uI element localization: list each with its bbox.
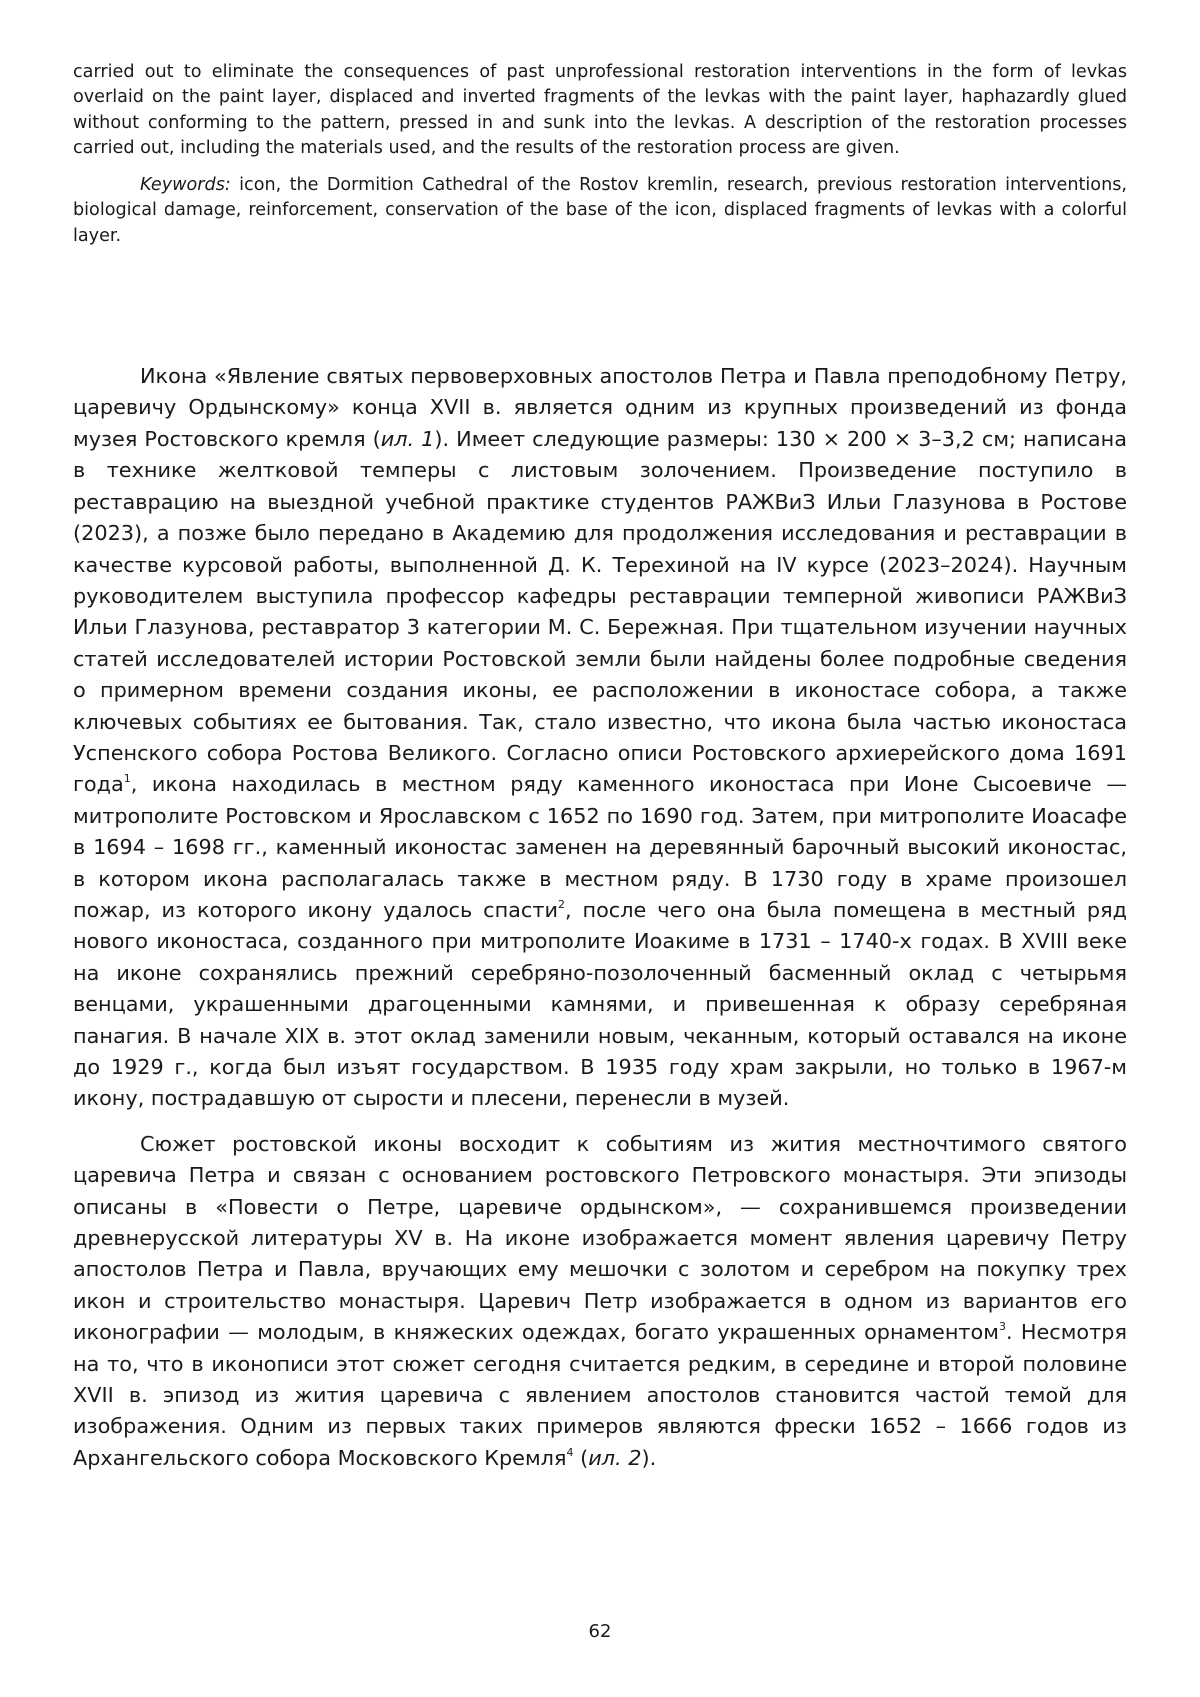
paragraph-text: Икона «Явление святых первоверховных апостолов Петра и Павла преподобному Петру, царевичу Ордынскому» конца XVII в. является одним из крупных произведений из фонда музея Ростовского кремля ( [73,364,1127,451]
footnote-marker: 4 [566,1445,574,1459]
footnote-marker: 2 [557,897,565,911]
paragraph-text: , после чего она была помещена в местный ряд нового иконостаса, созданного при митрополите Иоакиме в 1731 – 1740-х годах. В XVIII веке на иконе сохранялись прежний серебряно-позолоченный басменный оклад с четырьмя венцами, украшенными драгоценными камнями, и привешенная к образу серебряная панагия. В начале XIX в. этот оклад заменили новым, чеканным, который оставался на иконе до 1929 г., когда был изъят государством. В 1935 году храм закрыли, но только в 1967-м икону, пострадавшую от сырости и плесени, перенесли в музей. [73,897,1128,1111]
main-body [73,361,1127,1474]
paragraph-text: Сюжет ростовской иконы восходит к событиям из жития местночтимого святого царевича Петра и связан с основанием ростовского Петровского монастыря. Эти эпизоды описаны в «Повести о Петре, царевиче ордынском», — сохранившемся произведении древнерусской литературы XV в. На иконе изображается момент явления царевичу Петру апостолов Петра и Павла, вручающих ему мешочки с золотом и серебром на покупку трех икон и строительство монастыря. Царевич Петр изображается в одном из вариантов его иконографии — молодым, в княжеских одеждах, богато украшенных орнаментом [73,1131,1127,1345]
keywords [73,173,1127,249]
paragraph-text: . Несмотря на то, что в иконописи этот сюжет сегодня считается редким, в середине и второй половине XVII в. эпизод из жития царевича с явлением апостолов становится частой темой для изображения. Одним из первых таких примеров являются фрески 1652 – 1666 годов из Архангельского собора Московского Кремля [73,1320,1127,1470]
footnote-marker: 3 [998,1320,1006,1334]
body-paragraph-2 [73,1129,1127,1474]
keywords-text: icon, the Dormition Cathedral of the Rostov kremlin, research, previous restoration interventions, biological damage, reinforcement, conservation of the base of the icon, displaced fragments of levkas with a colorful layer. [73,175,1127,246]
paragraph-text: ( [573,1445,589,1470]
paragraph-text: , икона находилась в местном ряду каменного иконостаса при Ионе Сысоевиче — митрополите Ростовском и Ярославском с 1652 по 1690 год. Затем, при митрополите Иоасафе в 1694 – 1698 гг., каменный иконостас заменен на деревянный барочный высокий иконостас, в котором икона располагалась также в местном ряду. В 1730 году в храме произошел пожар, из которого икону удалось спасти [73,772,1127,922]
footnote-marker: 1 [123,772,131,786]
paragraph-text: ). [641,1445,657,1470]
keywords-label: Keywords: [140,175,231,196]
abstract [73,60,1127,249]
abstract-text: carried out to eliminate the consequences of past unprofessional restoration interventions in the form of levkas overlaid on the paint layer, displaced and inverted fragments of the levkas with the paint layer, haphazardly glued without conforming to the pattern, pressed in and sunk into the levkas. A description of the restoration processes carried out, including the materials used, and the results of the restoration process are given. [73,62,1127,158]
illustration-reference: ил. 2 [588,1445,642,1470]
page-content [73,60,1127,1474]
paragraph-text: ). Имеет следующие размеры: 130 × 200 × 3–3,2 см; написана в технике желтковой темперы с листовым золочением. Произведение поступило в реставрацию на выездной учебной практике студентов РАЖВиЗ Ильи Глазунова в Ростове (2023), а позже было передано в Академию для продолжения исследования и реставрации в качестве курсовой работы, выполненной Д. К. Терехиной на IV курсе (2023–2024). Научным руководителем выступила профессор кафедры реставрации темперной живописи РАЖВиЗ Ильи Глазунова, реставратор 3 категории М. С. Бережная. При тщательном изучении научных статей исследователей истории Ростовской земли были найдены более подробные сведения о примерном времени создания иконы, ее расположении в иконостасе собора, а также ключевых событиях ее бытования. Так, стало известно, что икона была частью иконостаса Успенского собора Ростова Великого. Согласно описи Ростовского архиерейского дома 1691 года [73,426,1127,797]
page-number: 62 [588,1621,612,1642]
body-paragraph-1 [73,361,1127,1115]
illustration-reference: ил. 1 [380,426,435,451]
